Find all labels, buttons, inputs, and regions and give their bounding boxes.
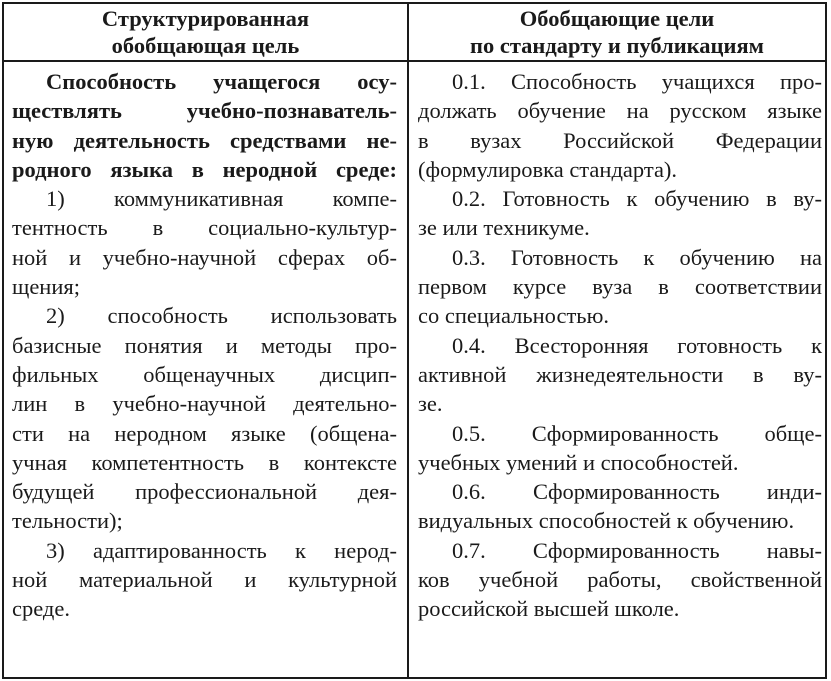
text-line: 0.3. Готовность к обучению на — [452, 244, 822, 270]
goal-item — [418, 184, 822, 243]
text-line: будущей профессиональной дея- — [12, 479, 397, 505]
text-line: родного языка в неродной среде: — [12, 156, 397, 182]
text-line: 0.4. Всесторонняя готовность к — [452, 332, 822, 358]
subgoal-item — [12, 536, 397, 624]
text-line: ществлять учебно-познаватель- — [12, 98, 397, 124]
text-line: Способность учащегося осу- — [46, 69, 397, 94]
main-goal — [12, 67, 397, 184]
header-right — [409, 4, 825, 60]
goal-item — [418, 331, 822, 419]
goal-item — [418, 419, 822, 478]
right-column — [418, 67, 822, 624]
left-column — [12, 67, 397, 624]
text-line: российской высшей школе. — [418, 596, 680, 622]
text-line: учебных умений и способностей. — [418, 449, 739, 475]
table-header — [4, 4, 825, 62]
text-line: лин в учебно-научной деятельно- — [12, 391, 397, 417]
text-line: ной и учебно-научной сферах об- — [12, 244, 397, 270]
text-line: щения; — [12, 274, 80, 300]
subgoal-item — [12, 301, 397, 535]
text-line: (формулировка стандарта). — [418, 156, 678, 182]
text-line: ной материальной и культурной — [12, 567, 397, 593]
text-line: 0.7. Сформированность навы- — [452, 537, 822, 563]
text-line: учная компетентность в контексте — [12, 449, 397, 475]
header-right-line: Обобщающие цели — [519, 6, 715, 31]
text-line: зе. — [418, 391, 443, 417]
text-line: должать обучение на русском языке — [418, 98, 822, 124]
header-left-line: обобщающая цель — [111, 33, 300, 58]
text-line: видуальных способностей к обучению. — [418, 508, 795, 534]
text-line: 0.2. Готовность к обучению в ву- — [452, 186, 822, 212]
goal-item — [418, 67, 822, 184]
text-line: тентность в социально-культур- — [12, 215, 397, 241]
text-line: сти на неродном языке (общена- — [12, 420, 397, 446]
text-line: 0.5. Сформированность обще- — [452, 420, 822, 446]
goals-table — [2, 2, 827, 679]
text-line: 0.6. Сформированность инди- — [452, 479, 822, 505]
text-line: базисные понятия и методы про- — [12, 332, 397, 358]
text-line: со специальностью. — [418, 303, 609, 329]
text-line: активной жизнедеятельности в ву- — [418, 361, 822, 387]
header-left-line: Структурированная — [101, 6, 310, 31]
header-left — [4, 4, 407, 60]
text-line: фильных общенаучных дисцип- — [12, 361, 397, 387]
column-divider — [407, 4, 409, 677]
text-line: зе или техникуме. — [418, 215, 590, 241]
goal-item — [418, 477, 822, 536]
text-line: в вузах Российской Федерации — [418, 127, 822, 153]
text-line: 2) способность использовать — [46, 303, 397, 329]
goal-item — [418, 536, 822, 624]
text-line: тельности); — [12, 508, 123, 534]
text-line: ков учебной работы, свойственной — [418, 567, 822, 593]
text-line: 1) коммуникативная компе- — [46, 186, 397, 212]
subgoal-item — [12, 184, 397, 301]
text-line: первом курсе вуза в соответствии — [418, 274, 822, 300]
text-line: ную деятельность средствами не- — [12, 127, 397, 153]
goal-item — [418, 243, 822, 331]
text-line: среде. — [12, 596, 70, 622]
header-right-line: по стандарту и публикациям — [470, 33, 764, 58]
text-line: 3) адаптированность к нерод- — [46, 537, 397, 563]
text-line: 0.1. Способность учащихся про- — [452, 69, 822, 94]
